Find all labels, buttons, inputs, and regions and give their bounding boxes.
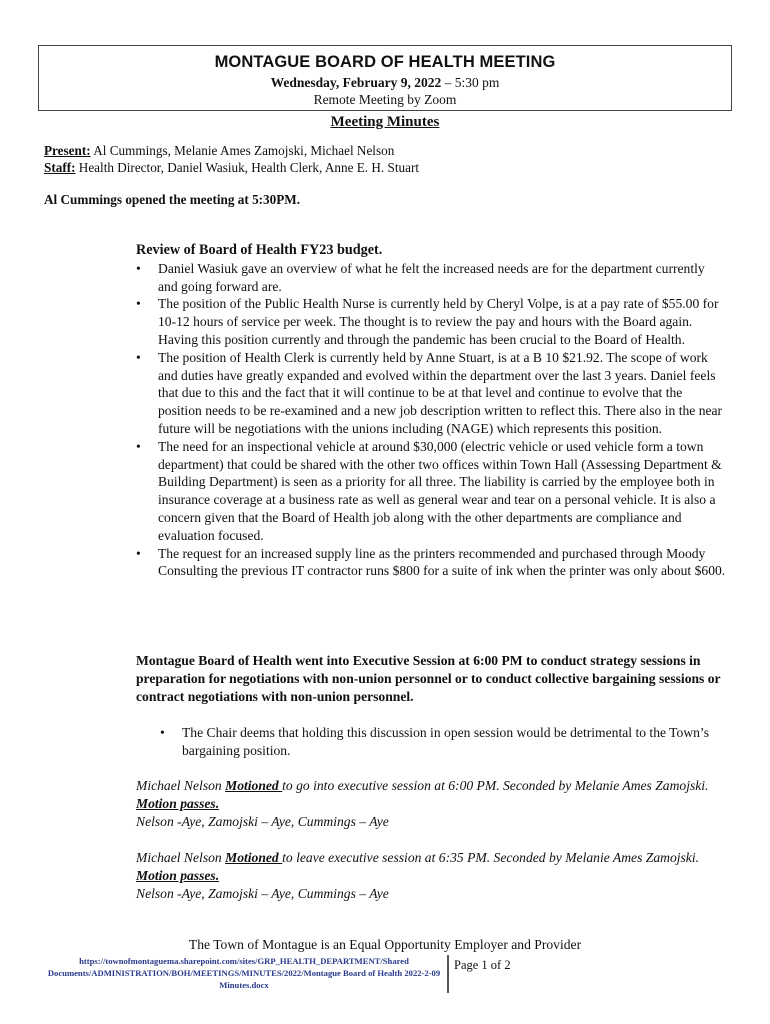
present-line (44, 142, 419, 159)
footer-equal-opportunity: The Town of Montague is an Equal Opportunity Employer and Provider (188, 937, 582, 952)
list-item (136, 438, 726, 545)
motion-keyword: Motioned (225, 850, 283, 865)
bullet-icon: • (136, 296, 141, 312)
staff-names: Health Director, Daniel Wasiuk, Health Clerk, Anne E. H. Stuart (75, 160, 420, 175)
meeting-opened-statement: Al Cummings opened the meeting at 5:30PM. (44, 192, 301, 207)
budget-review-section (136, 242, 726, 580)
minutes-title: Meeting Minutes (330, 114, 440, 130)
motion-leave-executive (136, 849, 736, 903)
motion-result: Motion passes. (136, 796, 220, 811)
motion-mover: Michael Nelson (136, 850, 226, 865)
executive-session-heading: Montague Board of Health went into Executive Session at 6:00 PM to conduct strategy sessions in preparation for negotiations with non-union personnel or to conduct collective bargaining sessions or contract negotiations with non-union personnel. (136, 653, 721, 704)
budget-review-list (136, 260, 726, 580)
bullet-icon: • (136, 438, 141, 454)
footer-file-path: https://townofmontaguema.sharepoint.com/sites/GRP_HEALTH_DEPARTMENT/Shared Documents/ADMINISTRATION/BOH/MEETINGS/MINUTES/2022/Montague Board of Health 2022-2-09 Minutes.docx (47, 956, 441, 990)
list-item-text: Daniel Wasiuk gave an overview of what he felt the increased needs are for the department currently and going forward are. (158, 260, 705, 294)
chair-note-text: The Chair deems that holding this discussion in open session would be detrimental to the Town’s bargaining position. (182, 725, 710, 758)
staff-line (44, 159, 419, 176)
attendance-block (44, 142, 419, 176)
bullet-icon: • (136, 260, 141, 276)
motion-votes: Nelson -Aye, Zamojski – Aye, Cummings – Aye (136, 886, 389, 901)
footer-page-number: Page 1 of 2 (454, 958, 511, 972)
meeting-title: MONTAGUE BOARD OF HEALTH MEETING (214, 53, 556, 71)
bullet-icon: • (136, 545, 141, 561)
budget-review-heading: Review of Board of Health FY23 budget. (136, 242, 383, 258)
list-item-text: The request for an increased supply line as the printers recommended and purchased through Moody Consulting the previous IT contractor runs $800 for a suite of ink when the printer was only about $600. (158, 545, 726, 579)
list-item (136, 545, 726, 581)
motion-votes: Nelson -Aye, Zamojski – Aye, Cummings – Aye (136, 814, 389, 829)
motion-description: to leave executive session at 6:35 PM. Seconded by Melanie Ames Zamojski. (282, 850, 700, 865)
motion-text (136, 777, 736, 813)
bullet-icon: • (136, 349, 141, 365)
bullet-icon: • (160, 725, 165, 740)
list-item-text: The position of Health Clerk is currently held by Anne Stuart, is at a B 10 $21.92. The scope of work and duties have greatly expanded and evolved within the department over the last 3 years. Daniel feels that due to this and the fact that it will continue to be at that level and continue to evolve that the position needs to be re-examined and a new job description written to reflect this. There also in the near future will be negotiations with the unions including (NAGE) which represents this position. (158, 349, 723, 436)
chair-note (160, 724, 730, 760)
staff-label: Staff: (44, 160, 76, 175)
present-label: Present: (44, 143, 91, 158)
motion-mover: Michael Nelson (136, 778, 226, 793)
header-box (38, 45, 732, 111)
list-item (136, 260, 726, 296)
meeting-date: Wednesday, February 9, 2022 (270, 75, 442, 90)
motion-result: Motion passes. (136, 868, 220, 883)
list-item (136, 349, 726, 438)
list-item-text: The need for an inspectional vehicle at around $30,000 (electric vehicle or used vehicle form a town department) that could be shared with the other two offices within Town Hall (Assessing Department & Building Department) is seen as a priority for all three. The liability is carried by the employee both in insurance coverage at a business rate as well as general wear and tear on a personal vehicle. It is also a concern given that the Board of Health job along with the other departments are compliance and evaluation focused. (158, 438, 722, 543)
motion-description: to go into executive session at 6:00 PM. Seconded by Melanie Ames Zamojski. (282, 778, 709, 793)
motion-text (136, 849, 736, 885)
present-names: Al Cummings, Melanie Ames Zamojski, Michael Nelson (90, 143, 395, 158)
motion-enter-executive (136, 777, 736, 831)
meeting-date-line (39, 75, 731, 91)
meeting-venue: Remote Meeting by Zoom (313, 92, 457, 107)
footer-divider (447, 955, 449, 993)
list-item-text: The position of the Public Health Nurse is currently held by Cheryl Volpe, is at a pay rate of $55.00 for 10-12 hours of service per week. The thought is to review the pay and hours with the Board again. Having this position currently and through the pandemic has been crucial to the Board of Health. (158, 296, 719, 347)
meeting-time: – 5:30 pm (441, 75, 500, 90)
list-item (136, 295, 726, 348)
motion-keyword: Motioned (225, 778, 283, 793)
